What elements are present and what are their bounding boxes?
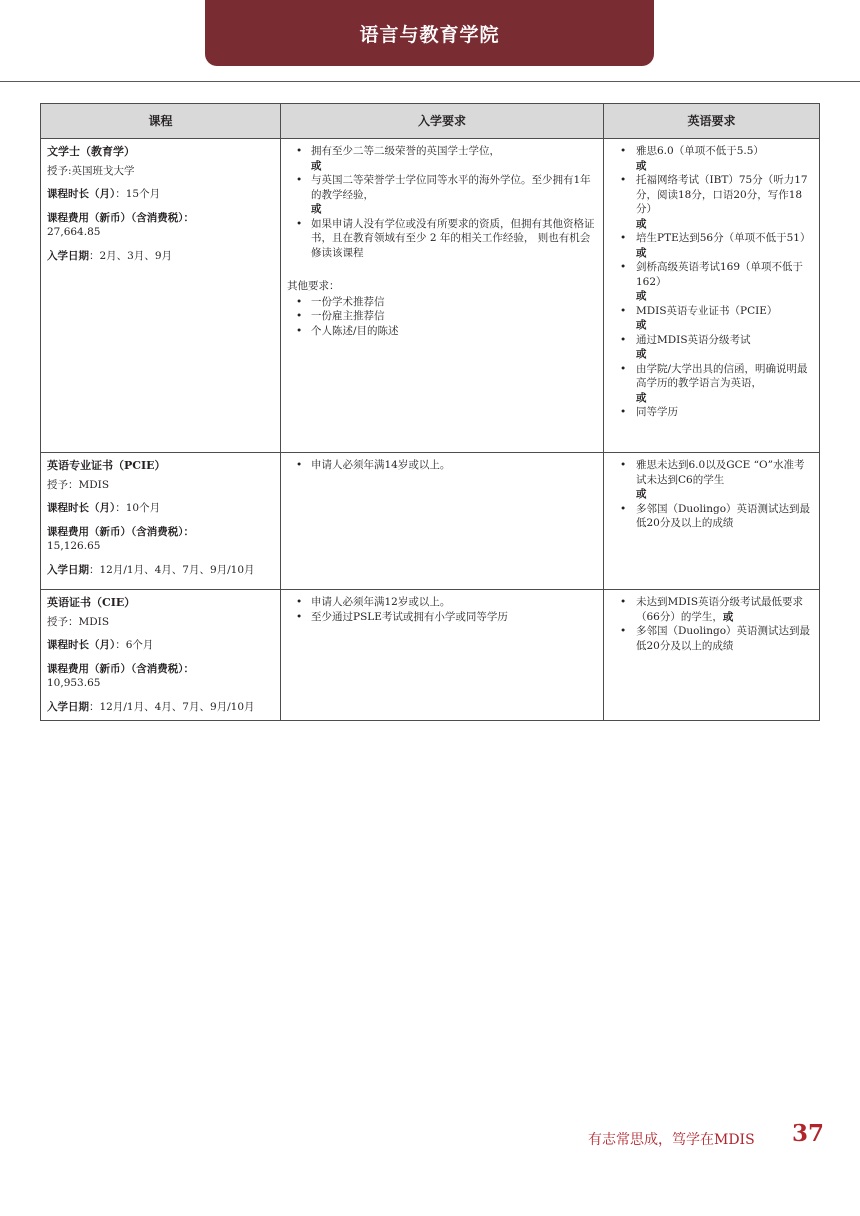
entry-requirement-item-text: 申请人必须年满12岁或以上。	[311, 596, 451, 608]
awarded-by: 授予：MDIS	[47, 478, 110, 491]
english-requirement-item	[636, 333, 813, 348]
course-name: 英语专业证书（PCIE）	[47, 459, 166, 472]
intake-field	[47, 700, 274, 715]
table-row	[41, 453, 820, 590]
english-requirement-list	[610, 333, 813, 348]
intake-label: 入学日期	[47, 563, 89, 576]
or-connector: 或	[636, 319, 647, 331]
fee-value: 10,953.65	[47, 677, 101, 689]
english-requirements-cell	[604, 453, 820, 590]
entry-requirements-cell	[281, 590, 604, 721]
english-requirement-item-text: 多邻国（Duolingo）英语测试达到最低20分及以上的成绩	[636, 625, 811, 652]
intake-label: 入学日期	[47, 249, 89, 262]
duration-field	[47, 638, 274, 653]
fee-label: 课程费用（新币）（含消费税）：	[47, 211, 194, 224]
english-requirement-item-text: 雅思未达到6.0以及GCE “O”水准考试未达到C6的学生	[636, 459, 805, 486]
entry-requirement-item-text: 如果申请人没有学位或没有所要求的资质，但拥有其他资格证书，且在教育领域有至少 2 年的相关工作经验， 则也有机会修读该课程	[311, 217, 595, 259]
or-connector: 或	[636, 217, 647, 230]
english-requirement-item-text: 剑桥高级英语考试169（单项不低于162）	[636, 261, 804, 288]
section-header-tab	[205, 0, 654, 66]
english-requirement-item-text: 托福网络考试（IBT）75分（听力17分，阅读18分，口语20分，写作18分）	[636, 174, 808, 215]
english-requirement-item-text: 由学院/大学出具的信函，明确说明最高学历的教学语言为英语，	[636, 362, 808, 389]
other-requirement-item: • 个人陈述/目的陈述	[311, 324, 597, 339]
or-connector: 或	[311, 203, 322, 215]
course-name: 文学士（教育学）	[47, 145, 135, 158]
entry-requirement-list	[287, 458, 597, 473]
entry-requirement-list	[287, 144, 597, 159]
awarded-by: 授予：MDIS	[47, 615, 110, 628]
duration-label: 课程时长（月）	[47, 502, 116, 514]
other-requirements-label: 其他要求：	[287, 280, 340, 292]
english-requirement-item	[636, 260, 813, 289]
intake-value: ：12月/1月、4月、7月、9月/10月	[89, 700, 255, 713]
entry-requirement-item-text: 至少通过PSLE考试或拥有小学或同等学历	[311, 610, 508, 623]
intake-value: ：12月/1月、4月、7月、9月/10月	[89, 563, 255, 576]
entry-requirement-item-text: 拥有至少二等二级荣誉的英国学士学位，	[311, 145, 500, 157]
section-title: 语言与教育学院	[359, 23, 500, 46]
course-cell	[41, 139, 281, 453]
entry-requirement-item	[311, 173, 597, 202]
fee-field	[47, 525, 274, 554]
course-name: 英语证书（CIE）	[47, 596, 136, 609]
duration-field	[47, 501, 274, 516]
english-requirement-list	[610, 260, 813, 289]
or-connector: 或	[636, 348, 647, 360]
entry-requirement-item	[311, 610, 597, 625]
english-requirements-cell	[604, 139, 820, 453]
english-requirement-item	[636, 144, 813, 159]
english-requirement-list	[610, 595, 813, 653]
english-requirement-item	[636, 595, 813, 624]
english-requirement-item-text: 多邻国（Duolingo）英语测试达到最低20分及以上的成绩	[636, 502, 811, 529]
fee-label: 课程费用（新币）（含消费税）：	[47, 525, 194, 538]
duration-label: 课程时长（月）	[47, 188, 116, 200]
course-cell	[41, 590, 281, 721]
english-requirement-list	[610, 362, 813, 391]
column-header-entry: 入学要求	[281, 104, 604, 139]
fee-value: 15,126.65	[47, 540, 101, 552]
table-header-row	[41, 104, 820, 139]
or-connector: 或	[636, 246, 647, 259]
or-connector: 或	[636, 159, 647, 172]
entry-requirement-list	[287, 595, 597, 624]
other-requirement-item: • 一份学术推荐信	[311, 295, 597, 310]
column-header-english: 英语要求	[604, 104, 820, 139]
entry-requirement-list	[287, 173, 597, 202]
header-divider	[0, 81, 860, 82]
intake-value: ：2月、3月、9月	[89, 249, 173, 262]
fee-field	[47, 662, 274, 691]
entry-requirement-item	[311, 144, 597, 159]
english-requirement-list	[610, 144, 813, 159]
page-number: 37	[792, 1120, 825, 1147]
or-connector: 或	[722, 610, 734, 623]
english-requirements-cell	[604, 590, 820, 721]
table-row	[41, 139, 820, 453]
duration-value: ：10个月	[115, 502, 161, 514]
english-requirement-item-text: 雅思6.0（单项不低于5.5）	[636, 145, 764, 157]
fee-label: 课程费用（新币）（含消费税）：	[47, 662, 194, 675]
entry-requirements-cell	[281, 453, 604, 590]
awarded-by: 授予:英国班戈大学	[47, 164, 135, 177]
duration-field	[47, 187, 274, 202]
english-requirement-list	[610, 458, 813, 487]
english-requirement-list	[610, 405, 813, 420]
or-connector: 或	[311, 159, 322, 172]
column-header-course: 课程	[41, 104, 281, 139]
or-connector: 或	[636, 290, 647, 302]
or-connector: 或	[636, 391, 647, 404]
entry-requirement-item-text: 申请人必须年满14岁或以上。	[311, 459, 451, 471]
other-requirement-item: • 一份雇主推荐信	[311, 309, 597, 324]
english-requirement-item	[636, 173, 813, 217]
english-requirement-item-text: 未达到MDIS英语分级考试最低要求（66分）的学生，	[636, 596, 804, 623]
english-requirement-item	[636, 362, 813, 391]
english-requirement-item	[636, 304, 813, 319]
entry-requirement-item-text: 与英国二等荣誉学士学位同等水平的海外学位。至少拥有1年的教学经验，	[311, 174, 591, 201]
entry-requirement-item	[311, 458, 597, 473]
intake-label: 入学日期	[47, 700, 89, 713]
footer-slogan: 有志常思成，笃学在MDIS	[588, 1132, 755, 1148]
english-requirement-item	[636, 231, 813, 246]
english-requirement-item-text: 同等学历	[636, 406, 678, 418]
entry-requirement-item	[311, 217, 597, 261]
entry-requirement-item	[311, 595, 597, 610]
duration-label: 课程时长（月）	[47, 639, 116, 651]
entry-requirements-cell	[281, 139, 604, 453]
english-requirement-item-text: 培生PTE达到56分（单项不低于51）	[636, 232, 811, 244]
english-requirement-list	[610, 173, 813, 217]
english-requirement-list	[610, 502, 813, 531]
duration-value: ：15个月	[115, 188, 161, 200]
english-requirement-item	[636, 624, 813, 653]
fee-value: 27,664.85	[47, 226, 101, 238]
or-connector: 或	[636, 488, 647, 500]
english-requirement-item-text: 通过MDIS英语分级考试	[636, 333, 751, 346]
intake-field	[47, 249, 274, 264]
course-cell	[41, 453, 281, 590]
duration-value: ：6个月	[115, 639, 154, 651]
english-requirement-list	[610, 304, 813, 319]
entry-requirement-list	[287, 217, 597, 261]
english-requirement-item	[636, 458, 813, 487]
fee-field	[47, 211, 274, 240]
intake-field	[47, 563, 274, 578]
english-requirement-item-text: MDIS英语专业证书（PCIE）	[636, 304, 778, 317]
english-requirement-list	[610, 231, 813, 246]
table-row	[41, 590, 820, 721]
other-requirements-list	[287, 295, 597, 339]
english-requirement-item	[636, 502, 813, 531]
english-requirement-item	[636, 405, 813, 420]
requirements-table	[40, 103, 820, 721]
